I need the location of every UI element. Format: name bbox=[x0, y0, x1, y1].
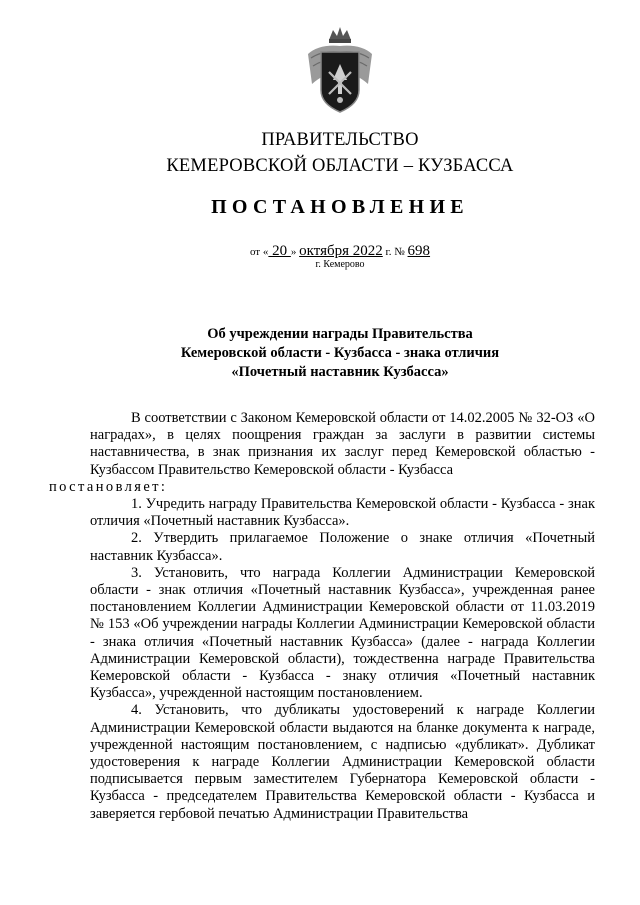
document-body bbox=[49, 410, 595, 823]
preamble-paragraph bbox=[49, 410, 595, 496]
issue-place: г. Кемерово bbox=[315, 259, 365, 270]
paragraph-item-1: 1. Учредить награду Правительства Кемеровской области - Кузбасса - знак отличия «Почетный наставник Кузбасса». bbox=[90, 496, 595, 530]
date-suffix: г. № bbox=[382, 246, 408, 258]
resolves-word: постановляет: bbox=[49, 478, 168, 495]
date-prefix: от « bbox=[249, 246, 269, 258]
date-day: 20 bbox=[268, 243, 291, 259]
date-mid: » bbox=[290, 246, 300, 258]
coat-of-arms-icon bbox=[305, 24, 375, 116]
date-line bbox=[0, 243, 640, 260]
preamble-text: В соответствии с Законом Кемеровской области от 14.02.2005 № 32-ОЗ «О наградах», в целях поощрения граждан за заслуги в развитии системы наставничества, в знак признания их заслуг перед Кемеровской областью - Кузбассом Правительство Кемеровской области - Кузбасса bbox=[90, 410, 595, 478]
document-type-title: ПОСТАНОВЛЕНИЕ bbox=[211, 196, 469, 218]
subject-line3: «Почетный наставник Кузбасса» bbox=[231, 364, 449, 380]
paragraph-item-2: 2. Утвердить прилагаемое Положение о знаке отличия «Почетный наставник Кузбасса». bbox=[90, 530, 595, 564]
subject-line2: Кемеровской области - Кузбасса - знака отличия bbox=[180, 345, 500, 361]
document-number: 698 bbox=[407, 243, 431, 259]
date-month-year: октября 2022 bbox=[299, 243, 383, 259]
government-title-line1: ПРАВИТЕЛЬСТВО bbox=[261, 130, 419, 150]
paragraph-item-3: 3. Установить, что награда Коллегии Администрации Кемеровской области - знак отличия «Почетный наставник Кузбасса», учрежденная ранее постановлением Коллегии Администрации Кемеровской области от 11.03.2019 № 153 «Об учреждении награды Коллегии Администрации Кемеровской области - знака отличия «Почетный наставник Кузбасса» (далее - награда Коллегии Администрации Кемеровской области), тождественна награде Правительства Кемеровской области - Кузбасса - знаку отличия «Почетный наставник Кузбасса», учрежденной настоящим постановлением. bbox=[90, 564, 595, 702]
government-title-line2: КЕМЕРОВСКОЙ ОБЛАСТИ – КУЗБАССА bbox=[166, 156, 514, 176]
subject-line1: Об учреждении награды Правительства bbox=[207, 326, 473, 342]
paragraph-item-4: 4. Установить, что дубликаты удостоверений к награде Коллегии Администрации Кемеровской области выдаются на бланке документа к награде, учрежденной настоящим постановлением, с надписью «дубликат». Дубликат удостоверения к награде Коллегии Администрации Кемеровской области подписывается первым заместителем Губернатора Кемеровской области - Кузбасса - председателем Правительства Кемеровской области - Кузбасса и заверяется гербовой печатью Администрации Правительства bbox=[90, 702, 595, 822]
document-subject bbox=[0, 325, 640, 382]
